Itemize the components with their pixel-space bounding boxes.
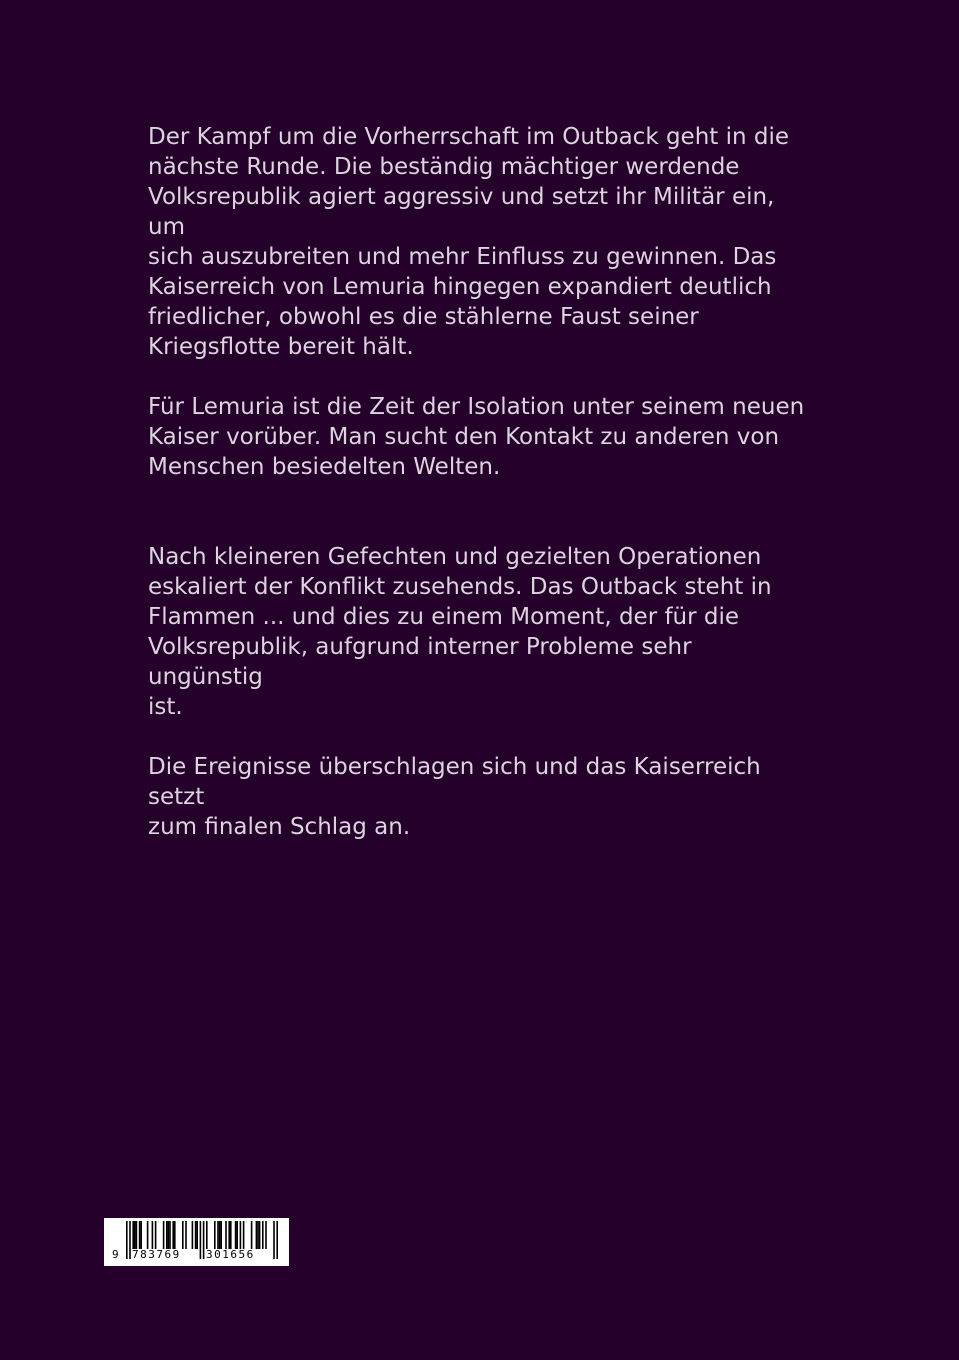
paragraph-spacer [148,362,808,392]
barcode-bar [134,1221,136,1249]
barcode-bar [163,1221,165,1249]
barcode-bar [240,1221,242,1249]
barcode-bar [169,1221,171,1249]
barcode-bar [174,1221,176,1249]
isbn-barcode [104,1218,289,1266]
barcode-bar [273,1221,275,1259]
barcode-bar [276,1221,278,1259]
barcode-bar [262,1221,264,1249]
barcode-bar [126,1221,128,1259]
blurb-paragraph-4: Die Ereignisse überschlagen sich und das Kaiserreich setzt zum finalen Schlag an. [148,754,761,840]
barcode-bar [132,1221,134,1249]
barcode-left-digits: 783769 [132,1248,181,1261]
barcode-bar [203,1221,205,1259]
paragraph-spacer [148,482,808,542]
barcode-bar [152,1221,154,1249]
barcode-bar [220,1221,222,1249]
barcode-bar [168,1221,170,1249]
barcode-bar [235,1221,237,1249]
barcode-bar [256,1221,258,1249]
barcode-bar [265,1221,267,1249]
barcode-bar [217,1221,219,1249]
barcode-bar [185,1221,187,1249]
barcode-bar [139,1221,141,1249]
barcode-bar [219,1221,221,1249]
barcode-bar [182,1221,184,1249]
barcode-bar [206,1221,208,1249]
barcode-bar [147,1221,149,1249]
barcode-bar [166,1221,168,1249]
barcode-bar [236,1221,238,1249]
barcode-bar [225,1221,227,1249]
barcode-bar [196,1221,198,1249]
barcode-bar [192,1221,194,1249]
barcode-bar [140,1221,142,1249]
barcode-lead-digit: 9 [112,1248,119,1261]
barcode-bar [259,1221,261,1249]
barcode-right-digits: 301656 [206,1248,255,1261]
barcode-bar [155,1221,157,1249]
barcode-bar [195,1221,197,1249]
blurb-paragraph-2: Für Lemuria ist die Zeit der Isolation unter seinem neuen Kaiser vorüber. Man sucht den Kontakt zu anderen von Menschen besiedelten Welten. [148,394,805,480]
barcode-bar [243,1221,245,1249]
barcode-bar [257,1221,259,1249]
blurb-paragraph-1: Der Kampf um die Vorherrschaft im Outback geht in die nächste Runde. Die beständig mächtiger werdende Volksrepublik agiert aggressiv und setzt ihr Militär ein, um sich auszubreiten und mehr Einfluss zu gewinnen. Das Kaiserreich von Lemuria hingegen expandiert deutlich friedlicher, obwohl es die stählerne Faust seiner Kriegsflotte bereit hält. [148,124,790,360]
barcode-bar [136,1221,138,1249]
barcode-bar [172,1221,174,1249]
blurb-paragraph-3: Nach kleineren Gefechten und gezielten Operationen eskaliert der Konflikt zusehends. Das Outback steht in Flammen ... und dies zu einem Moment, der für die Volksrepublik, aufgrund interner Probleme sehr ungünstig ist. [148,544,772,720]
barcode-bar [200,1221,202,1259]
barcode-bar [230,1221,232,1249]
barcode-bar [251,1221,253,1249]
barcode-bar [129,1221,131,1259]
paragraph-spacer [148,722,808,752]
barcode-bar [214,1221,216,1249]
blurb-text [148,122,808,842]
barcode-bar [228,1221,230,1249]
